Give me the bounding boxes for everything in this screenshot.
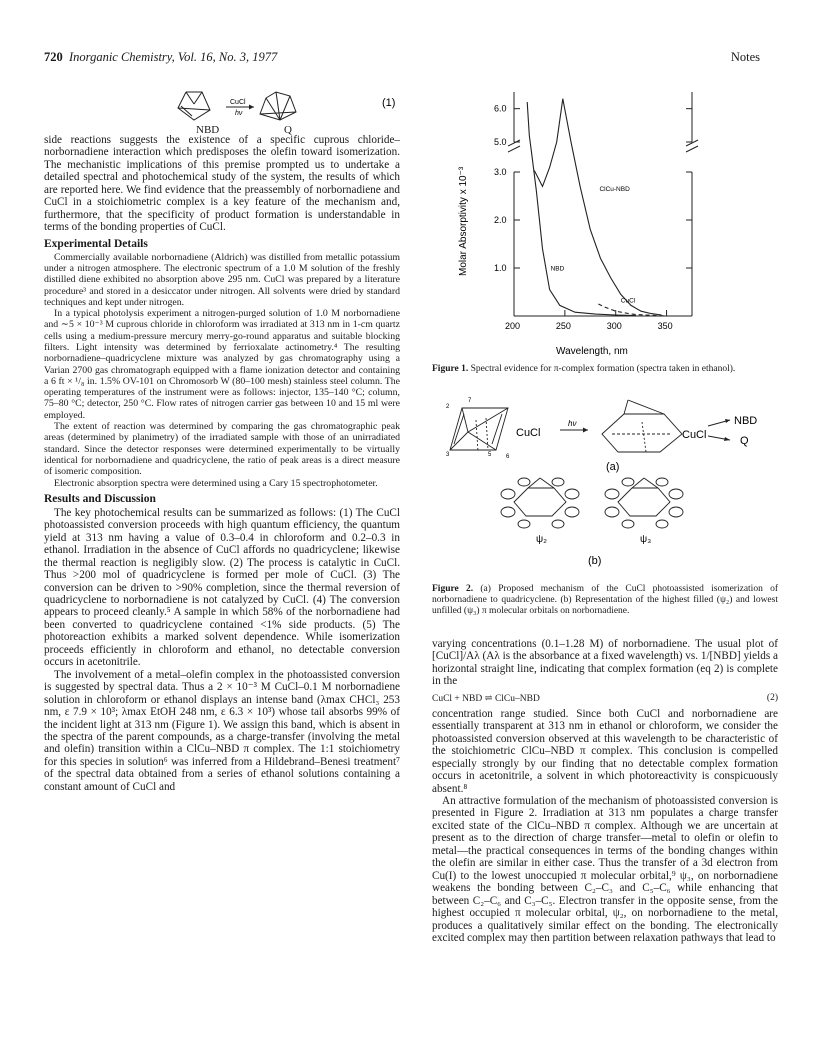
experimental-paragraph-2: In a typical photolysis experiment a nitrogen-purged solution of 1.0 M norbornadiene and ∼5 × 10⁻³ M cuprous chloride in chloroform was irradiated at 313 nm in 1-cm quartz cells using a medium-pressure mercury merry-go-round apparatus and suitable blocking filters. Light intensity was determined by ferrioxalate actinometry.⁴ The resulting norbornadiene–quadricyclene mixture was analyzed by gas chromatography using a Varian 2700 gas chromatograph equipped with a flame ionization detector and containing a 6 ft × ¹/₈ in. 1.5% OV-101 on Chromosorb W (80–100 mesh) stainless steel column. The operating temperatures of the instrument were as follows: injector, 135–140 °C; column, 75–80 °C; detector, 250 °C. Flow rates of nitrogen carrier gas between 10 and 15 ml were employed. (44, 308, 400, 421)
atom-number-2: 2 (446, 404, 450, 410)
series-label: ClCu-NBD (599, 186, 630, 194)
y-tick-label: 3.0 (494, 167, 507, 177)
scheme-reagent: CuCl (230, 99, 246, 106)
x-axis-label: Wavelength, nm (556, 346, 628, 357)
figure-2 (432, 392, 778, 582)
y-axis-label: Molar Absorptivity x 10⁻³ (458, 166, 469, 276)
atom-number-3: 3 (446, 452, 450, 458)
results-paragraph-1: The key photochemical results can be summarized as follows: (1) The CuCl photoassisted conversion proceeds with high quantum efficiency, the quantum yield at 313 nm having a value of 0.3–0.4 in chloroform and 0.2–0.3 in ethanol. Irradiation in the absence of CuCl affords no quadricyclene; likewise the thermal reaction is negligibly slow. (2) The process is catalytic in CuCl. Thus >200 mol of quadricyclene is formed per mole of CuCl. (3) The conversion can be driven to >90% completion, since the thermal reversion of quadricyclene to norbornadiene is not catalyzed by CuCl. (4) The conversion appears to proceed cleanly.⁵ A sample in which 58% of the norbornadiene had been converted to quadricyclene contained <1% side products. (5) The photoreaction exhibits a marked solvent dependence. While isomerization proceeds efficiently in chloroform and ethanol, no detectable conversion occurs in acetonitrile. (44, 506, 400, 669)
experimental-paragraph-3: The extent of reaction was determined by comparing the gas chromatographic peak areas (determined by planimetry) of the irradiated sample with those of an unirradiated standard. Since the detector responses were determined experimentally to be virtually identical for norbornadiene and quadricyclene, the ratio of peak areas is a direct measure of isomeric composition. (44, 421, 400, 478)
figure-2-caption (432, 584, 778, 616)
y-tick-label: 2.0 (494, 215, 507, 225)
atom-number-5: 5 (488, 452, 492, 458)
product-nbd: NBD (734, 415, 758, 427)
left-column (44, 134, 400, 793)
series-label: NBD (550, 265, 565, 273)
scheme-condition: hν (235, 110, 243, 117)
x-tick-label: 350 (657, 321, 673, 331)
figure-1-chart (452, 76, 752, 362)
atom-number-6: 6 (506, 454, 510, 460)
fig2-condition: hν (568, 419, 577, 428)
running-head (44, 50, 277, 65)
psi2-label: ψ₂ (536, 534, 548, 545)
psi3-orbital (605, 478, 683, 528)
y-tick-label: 5.0 (494, 137, 507, 147)
psi2-orbital (501, 478, 579, 528)
x-tick-label: 300 (606, 321, 622, 331)
equation-2 (432, 693, 778, 704)
figure-1-caption-label: Figure 1. (432, 364, 469, 374)
excited-complex (602, 400, 682, 452)
scheme-number: (1) (382, 97, 396, 109)
product-q: Q (740, 435, 749, 447)
q-label: Q (284, 124, 292, 136)
series-line-nbd (527, 102, 636, 316)
section-label: Notes (730, 50, 760, 64)
intro-paragraph: side reactions suggests the existence of a specific cuprous chloride–norbornadiene interaction which predisposes the olefin toward isomerization. The mechanistic implications of this premise prompted us to undertake a detailed spectral and photochemical study of the system, the results of which are reported here. We find evidence that the preassembly of norbornadiene and CuCl in a stoichiometric complex is a key feature of the mechanism and, furthermore, that the specificity of product formation is understandable in terms of the bonding properties of CuCl. (44, 134, 400, 234)
quadricyclene-structure (260, 92, 296, 120)
experimental-heading: Experimental Details (44, 237, 148, 250)
nbd-cucl-complex (450, 408, 508, 452)
figure-1-caption (432, 364, 778, 375)
scheme-1 (150, 82, 400, 134)
results-paragraph-2: The involvement of a metal–olefin complex in the photoassisted conversion is suggested by spectral data. Thus a 2 × 10⁻³ M CuCl–0.1 M norbornadiene solution in chloroform or ethanol displays an intense band (λmax CHCl₃ 253 nm, ε 7.9 × 10³; λmax EtOH 248 nm, ε 6.3 × 10³) whose tail absorbs 99% of the incident light at 313 nm (Figure 1). We assign this band, which is absent in the spectra of the parent compounds, as a charge-transfer (involving the metal and olefin) transition within a ClCu–NBD π complex. The 1:1 stoichiometry for this species in solution⁶ was inferred from a Hildebrand–Benesi treatment⁷ of the spectral data obtained from a series of ethanol solutions containing a constant amount of CuCl and (44, 668, 400, 793)
right-paragraph-3: An attractive formulation of the mechanism of photoassisted conversion is presented in Figure 2. Irradiation at 313 nm populates a charge transfer excited state of the ClCu–NBD π complex. Although we are uncertain at present as to the direction of charge transfer—metal to olefin or olefin to metal—the practical consequences in terms of the bonding changes within the olefin are similar in either case. Thus the transfer of a 3d electron from Cu(I) to the lowest unoccupied π molecular orbital,⁹ ψ₃, on norbornadiene weakens the bonding between C₂–C₃ and C₅–C₆ while enhancing that between C₂–C₆ and C₃–C₅. Electron transfer in the opposite sense, from the highest occupied π molecular orbital, ψ₂, on norbornadiene to the metal, produces a qualitatively similar effect on the bonding. The electronically excited complex may then partition between relaxation pathways that lead to (432, 794, 778, 944)
complex-reagent-right: CuCl (682, 429, 707, 441)
atom-number-7: 7 (468, 398, 472, 404)
experimental-paragraph-4: Electronic absorption spectra were determined using a Cary 15 spectrophotometer. (54, 477, 378, 489)
part-b-label: (b) (588, 555, 602, 567)
chart-frame (508, 92, 698, 316)
results-heading: Results and Discussion (44, 492, 156, 505)
part-a-label: (a) (606, 461, 620, 473)
chart-series (527, 99, 666, 316)
x-tick-label: 200 (505, 321, 521, 331)
complex-reagent-left: CuCl (516, 427, 541, 439)
series-label: CuCl (620, 297, 636, 305)
y-tick-label: 1.0 (494, 263, 507, 273)
equation-2-number: (2) (766, 692, 778, 703)
journal-citation: Inorganic Chemistry, Vol. 16, No. 3, 1977 (69, 50, 278, 64)
right-column (432, 638, 778, 944)
nbd-label: NBD (196, 124, 220, 136)
psi3-label: ψ₃ (640, 534, 652, 545)
figure-2-caption-label: Figure 2. (432, 584, 474, 594)
figure-1-caption-text: Spectral evidence for π-complex formation (spectra taken in ethanol). (470, 364, 736, 374)
equation-2-text: CuCl + NBD ⇌ ClCu–NBD (432, 693, 540, 704)
series-line-clcu-nbd (534, 99, 661, 315)
page-number: 720 (44, 50, 63, 64)
figure-2-caption-text: (a) Proposed mechanism of the CuCl photoassisted isomerization of norbornadiene to quadricyclene. (b) Representation of the highest filled (ψ₂) and lowest unfilled (ψ₃) π molecular orbitals on norbornadiene. (432, 584, 778, 616)
chart-ticks (494, 104, 692, 331)
x-tick-label: 250 (555, 321, 571, 331)
y-tick-label: 6.0 (494, 103, 507, 114)
right-paragraph-1: varying concentrations (0.1–1.28 M) of norbornadiene. The usual plot of [CuCl]/Aλ (Aλ is the absorbance at a fixed wavelength) vs. 1/[NBD] yields a horizontal straight line, indicating that complex formation (eq 2) is complete in the (432, 638, 778, 688)
experimental-paragraph-1: Commercially available norbornadiene (Aldrich) was distilled from metallic potassium under a nitrogen atmosphere. The electronic spectrum of a 1.0 M solution of the freshly distilled diene exhibited no absorption above 295 nm. CuCl was prepared by a literature procedure³ and stored in a desiccator under nitrogen. All solvents were dried by standard techniques and kept under nitrogen. (44, 251, 400, 308)
norbornadiene-structure (178, 92, 210, 120)
right-paragraph-2: concentration range studied. Since both CuCl and norbornadiene are essentially transparent at 313 nm in ethanol or chloroform, we consider the photoassisted conversion observed at this wavelength to be characteristic of the stoichiometric ClCu–NBD π complex. This conclusion is compelled especially strongly by our finding that no detectable complex formation occurs in acetonitrile, a solvent in which photoreactivity is conspicuously absent.⁸ (432, 707, 778, 795)
